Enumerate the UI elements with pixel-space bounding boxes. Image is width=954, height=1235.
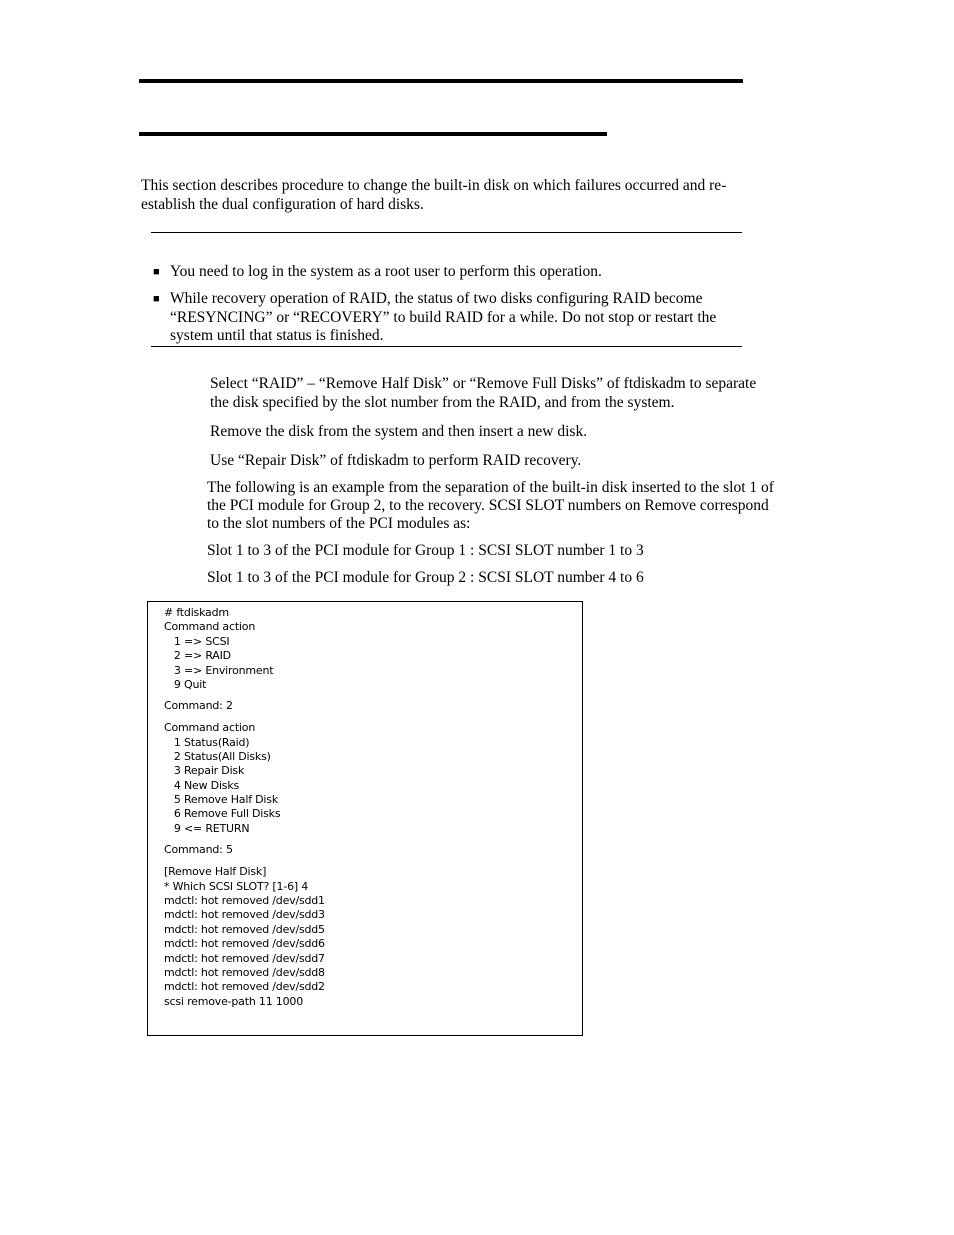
note-item [153,263,743,282]
console-line: 1 => SCSI [164,635,230,648]
console-line: Command: 2 [164,699,233,712]
console-line: 3 => Environment [164,664,274,677]
console-line: 6 Remove Full Disks [164,807,281,820]
console-line: Command action [164,620,256,633]
console-line: mdctl: hot removed /dev/sdd5 [164,923,325,936]
console-line: scsi remove-path 11 1000 [164,995,303,1008]
example-paragraph: The following is an example from the separation of the built-in disk inserted to the slot 1 of the PCI module for Group 2, to the recovery. SCSI SLOT numbers on Remove correspond to the slot numbers of the PCI modules as: [207,479,774,532]
console-line: 9 <= RETURN [164,822,250,835]
console-line: mdctl: hot removed /dev/sdd8 [164,966,325,979]
console-line: mdctl: hot removed /dev/sdd2 [164,980,325,993]
console-line: 1 Status(Raid) [164,736,250,749]
console-line: 5 Remove Half Disk [164,793,278,806]
console-line: * Which SCSI SLOT? [1-6] 4 [164,880,309,893]
console-line: 2 Status(All Disks) [164,750,271,763]
step-text: Use “Repair Disk” of ftdiskadm to perform RAID recovery. [210,452,582,469]
console-output-box [147,601,583,1036]
step-text: Remove the disk from the system and then insert a new disk. [210,423,588,440]
console-line: mdctl: hot removed /dev/sdd6 [164,937,325,950]
console-line: 9 Quit [164,678,207,691]
slot-mapping-line: Slot 1 to 3 of the PCI module for Group 2 : SCSI SLOT number 4 to 6 [207,569,644,586]
console-line: 2 => RAID [164,649,231,662]
top-rule [139,79,743,83]
slot-mapping-line: Slot 1 to 3 of the PCI module for Group 1 : SCSI SLOT number 1 to 3 [207,542,644,559]
console-line: # ftdiskadm [164,606,229,619]
console-line: Command action [164,721,256,734]
note-top-rule [151,232,742,233]
bullet-icon: ■ [153,293,160,305]
note-bottom-rule [151,346,742,347]
console-line: mdctl: hot removed /dev/sdd7 [164,952,325,965]
section-rule [139,132,607,136]
step-text: Select “RAID” – “Remove Half Disk” or “Remove Full Disks” of ftdiskadm to separate the disk specified by the slot number from the RAID, and from the system. [210,375,757,411]
intro-paragraph: This section describes procedure to change the built-in disk on which failures occurred and re-establish the dual configuration of hard disks. [141,177,727,213]
console-line: 3 Repair Disk [164,764,245,777]
console-line: 4 New Disks [164,779,240,792]
console-line: [Remove Half Disk] [164,865,267,878]
note-item [153,290,743,346]
note-text: While recovery operation of RAID, the status of two disks configuring RAID become “RESYNCING” or “RECOVERY” to build RAID for a while. Do not stop or restart the system until that status is finished. [170,290,717,344]
console-line: mdctl: hot removed /dev/sdd1 [164,894,325,907]
note-text: You need to log in the system as a root user to perform this operation. [170,263,602,280]
console-line: Command: 5 [164,843,233,856]
bullet-icon: ■ [153,266,160,278]
console-line: mdctl: hot removed /dev/sdd3 [164,908,325,921]
